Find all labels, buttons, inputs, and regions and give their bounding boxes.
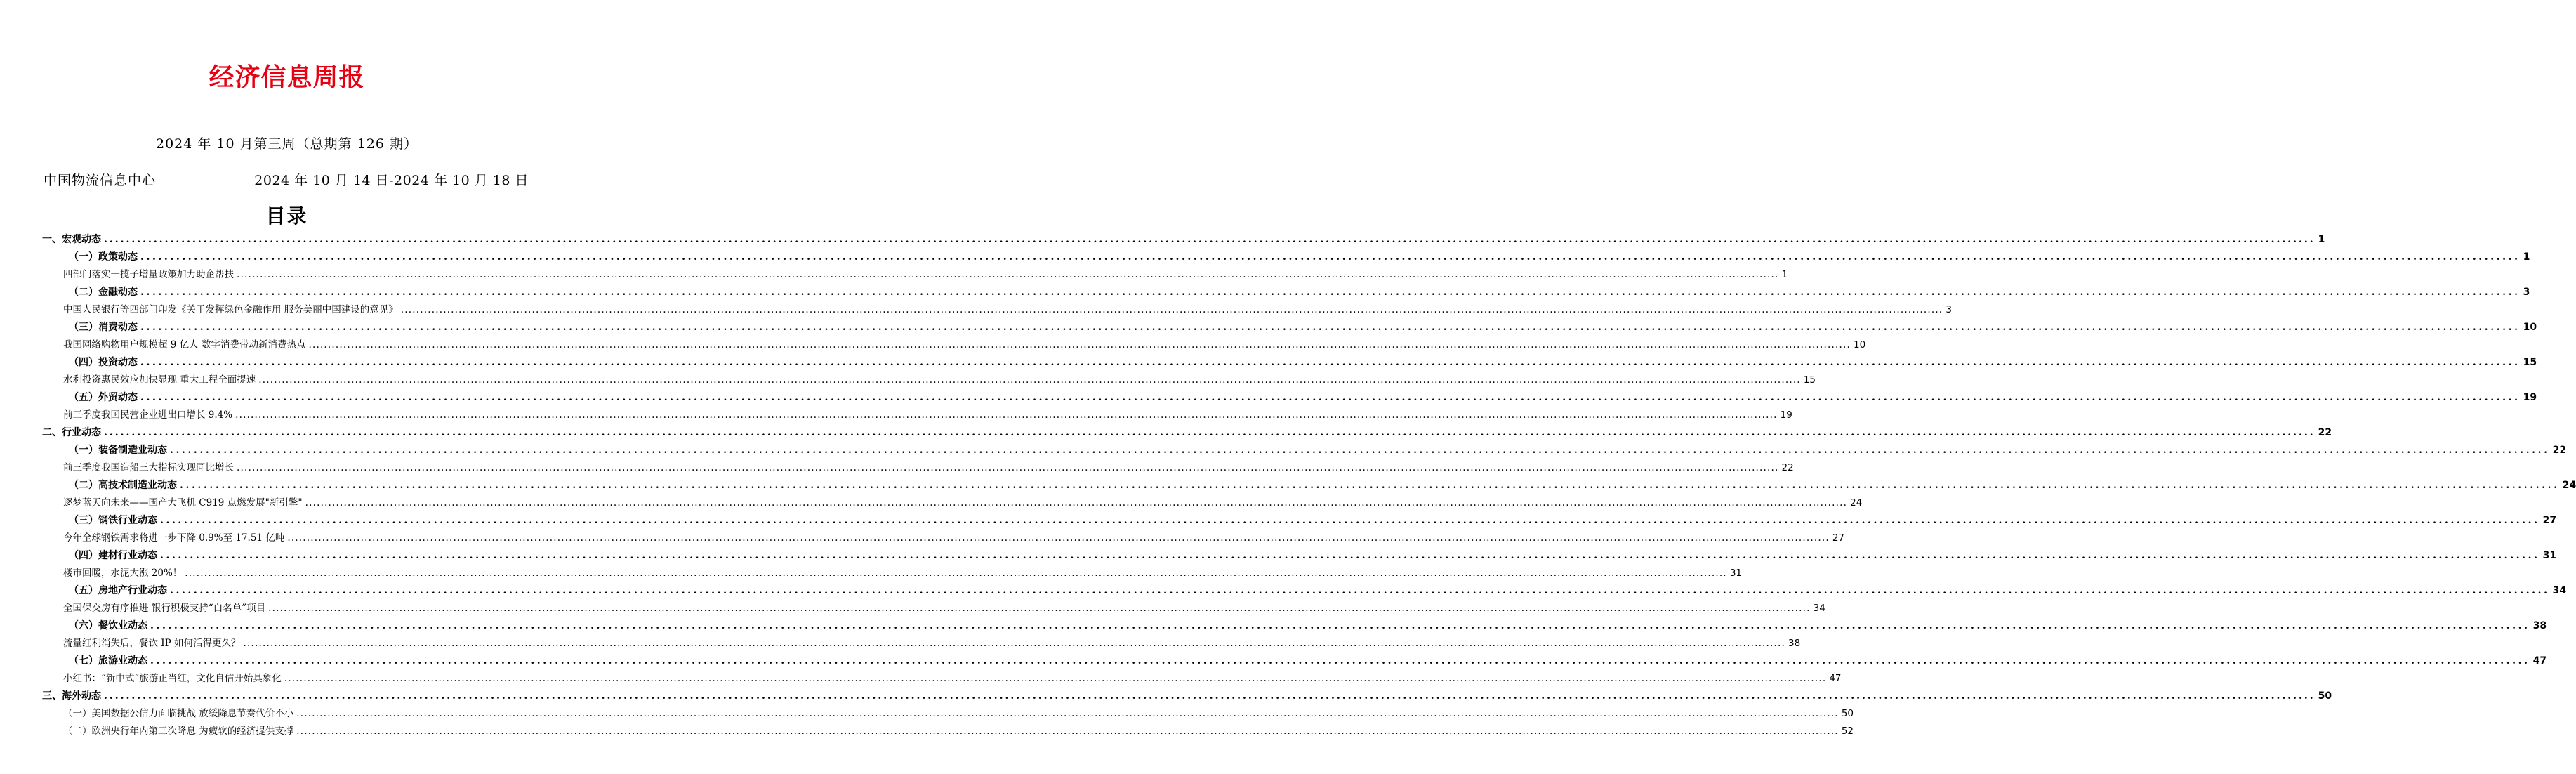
toc-entry[interactable] <box>63 670 1842 687</box>
toc-page-number: 22 <box>2552 445 2567 456</box>
toc-page-number: 38 <box>2532 620 2547 631</box>
toc-entry[interactable] <box>69 477 2576 494</box>
toc-entry-title: （三）消费动态 <box>69 322 138 333</box>
toc-dot-leader: ................................................................................................................................................................................................................................................................................................................................................................................................................ <box>258 374 1801 386</box>
toc-dot-leader: ................................................................................................................................................................................................................................................................................................................................................................................................................ <box>284 673 1827 684</box>
toc-page-number: 19 <box>1780 409 1792 421</box>
toc-entry[interactable] <box>69 512 2557 529</box>
toc-entry-title: 逐梦蓝天向未来——国产大飞机 C919 点燃发展"新引擎" <box>63 497 303 509</box>
toc-dot-leader: ................................................................................................................................................................................................................................................................................................................................................................................................................ <box>160 550 2540 561</box>
toc-page-number: 47 <box>1829 673 1842 684</box>
toc-dot-leader: ................................................................................................................................................................................................................................................................................................................................................................................................................ <box>140 322 2521 333</box>
toc-title: 目录 <box>265 204 308 228</box>
toc-dot-leader: ................................................................................................................................................................................................................................................................................................................................................................................................................ <box>104 234 2316 245</box>
toc-page-number: 31 <box>2542 550 2557 561</box>
toc-entry[interactable] <box>63 336 1866 353</box>
toc-page-number: 34 <box>2552 585 2567 596</box>
toc-entry-title: （二）高技术制造业动态 <box>69 480 177 491</box>
toc-entry[interactable] <box>63 459 1794 476</box>
toc-page-number: 50 <box>2318 690 2332 702</box>
toc-dot-leader: ................................................................................................................................................................................................................................................................................................................................................................................................................ <box>237 269 1779 280</box>
toc-dot-leader: ................................................................................................................................................................................................................................................................................................................................................................................................................ <box>243 638 1786 649</box>
toc-page-number: 31 <box>1729 568 1742 579</box>
toc-entry-title: 中国人民银行等四部门印发《关于发挥绿色金融作用 服务美丽中国建设的意见》 <box>63 304 398 315</box>
toc-entry-title: 一、宏观动态 <box>42 234 101 245</box>
toc-dot-leader: ................................................................................................................................................................................................................................................................................................................................................................................................................ <box>180 480 2560 491</box>
toc-page-number: 24 <box>1850 497 1863 509</box>
toc-entry[interactable] <box>63 530 1845 546</box>
toc-entry[interactable] <box>69 319 2537 336</box>
toc-page-number: 27 <box>1832 532 1845 544</box>
toc-entry[interactable] <box>63 266 1788 283</box>
toc-page-number: 50 <box>1841 708 1854 719</box>
issue-line: 2024 年 10 月第三周（总期第 126 期） <box>156 136 418 152</box>
toc-entry[interactable] <box>63 301 1952 318</box>
toc-entry-title: 楼市回暖，水泥大涨 20%！ <box>63 568 183 579</box>
toc-entry-title: 我国网络购物用户规模超 9 亿人 数字消费带动新消费热点 <box>63 339 306 350</box>
toc-dot-leader: ................................................................................................................................................................................................................................................................................................................................................................................................................ <box>268 603 1811 614</box>
toc-dot-leader: ................................................................................................................................................................................................................................................................................................................................................................................................................ <box>185 568 1727 579</box>
toc-page-number: 10 <box>1853 339 1866 350</box>
toc-page-number: 34 <box>1813 603 1825 614</box>
toc-page-number: 47 <box>2532 655 2547 667</box>
toc-page-number: 24 <box>2562 480 2576 491</box>
toc-entry[interactable] <box>63 494 1863 511</box>
date-range: 2024 年 10 月 14 日-2024 年 10 月 18 日 <box>254 173 529 188</box>
toc-page-number: 1 <box>2523 251 2530 263</box>
toc-entry[interactable] <box>69 617 2547 634</box>
toc-dot-leader: ................................................................................................................................................................................................................................................................................................................................................................................................................ <box>140 357 2521 368</box>
toc-entry[interactable] <box>42 688 2332 704</box>
toc-entry[interactable] <box>63 600 1825 617</box>
toc-entry-title: （三）钢铁行业动态 <box>69 515 157 526</box>
toc-dot-leader: ................................................................................................................................................................................................................................................................................................................................................................................................................ <box>140 251 2521 263</box>
toc-entry-title: （五）外贸动态 <box>69 392 138 403</box>
toc-entry-title: 前三季度我国造船三大指标实现同比增长 <box>63 462 234 473</box>
toc-page-number: 52 <box>1841 726 1854 737</box>
toc-dot-leader: ................................................................................................................................................................................................................................................................................................................................................................................................................ <box>170 585 2550 596</box>
toc-entry[interactable] <box>63 635 1801 652</box>
toc-page-number: 27 <box>2542 515 2557 526</box>
toc-dot-leader: ................................................................................................................................................................................................................................................................................................................................................................................................................ <box>104 690 2316 702</box>
toc-entry-title: （二）欧洲央行年内第三次降息 为疲软的经济提供支撑 <box>63 726 294 737</box>
toc-entry-title: 全国保交房有序推进 银行积极支持“白名单”项目 <box>63 603 266 614</box>
toc-entry-title: 小红书：“新中式”旅游正当红，文化自信开始具象化 <box>63 673 282 684</box>
toc-entry[interactable] <box>42 231 2325 248</box>
toc-dot-leader: ................................................................................................................................................................................................................................................................................................................................................................................................................ <box>150 620 2530 631</box>
toc-dot-leader: ................................................................................................................................................................................................................................................................................................................................................................................................................ <box>104 427 2316 438</box>
toc-page-number: 19 <box>2523 392 2537 403</box>
toc-entry[interactable] <box>69 249 2530 265</box>
toc-dot-leader: ................................................................................................................................................................................................................................................................................................................................................................................................................ <box>296 726 1839 737</box>
toc-entry[interactable] <box>69 354 2537 371</box>
toc-dot-leader: ................................................................................................................................................................................................................................................................................................................................................................................................................ <box>237 462 1779 473</box>
toc-page-number: 22 <box>2318 427 2332 438</box>
toc-entry-title: 水利投资惠民效应加快显现 重大工程全面提速 <box>63 374 256 386</box>
toc-entry-title: （五）房地产行业动态 <box>69 585 167 596</box>
toc-entry-title: （一）政策动态 <box>69 251 138 263</box>
toc-page-number: 1 <box>2318 234 2325 245</box>
toc-entry-title: （一）装备制造业动态 <box>69 445 167 456</box>
toc-dot-leader: ................................................................................................................................................................................................................................................................................................................................................................................................................ <box>287 532 1830 544</box>
toc-dot-leader: ................................................................................................................................................................................................................................................................................................................................................................................................................ <box>400 304 1943 315</box>
toc-entry-title: 三、海外动态 <box>42 690 101 702</box>
toc-page-number: 3 <box>2523 287 2530 298</box>
toc-dot-leader: ................................................................................................................................................................................................................................................................................................................................................................................................................ <box>150 655 2530 667</box>
toc-entry[interactable] <box>63 372 1816 388</box>
toc-dot-leader: ................................................................................................................................................................................................................................................................................................................................................................................................................ <box>235 409 1778 421</box>
toc-entry-title: （四）建材行业动态 <box>69 550 157 561</box>
toc-entry[interactable] <box>69 547 2557 564</box>
toc-dot-leader: ................................................................................................................................................................................................................................................................................................................................................................................................................ <box>140 287 2521 298</box>
toc-page-number: 3 <box>1946 304 1952 315</box>
toc-entry-title: （四）投资动态 <box>69 357 138 368</box>
toc-dot-leader: ................................................................................................................................................................................................................................................................................................................................................................................................................ <box>305 497 1848 509</box>
toc-page-number: 22 <box>1781 462 1794 473</box>
toc-entry-title: （七）旅游业动态 <box>69 655 147 667</box>
toc-entry-title: 今年全球钢铁需求将进一步下降 0.9%至 17.51 亿吨 <box>63 532 285 544</box>
toc-dot-leader: ................................................................................................................................................................................................................................................................................................................................................................................................................ <box>170 445 2550 456</box>
toc-entry[interactable] <box>69 389 2537 406</box>
toc-dot-leader: ................................................................................................................................................................................................................................................................................................................................................................................................................ <box>296 708 1839 719</box>
toc-entry-title: （二）金融动态 <box>69 287 138 298</box>
toc-entry-title: 前三季度我国民营企业进出口增长 9.4% <box>63 409 233 421</box>
toc-page-number: 15 <box>2523 357 2537 368</box>
toc-entry-title: 二、行业动态 <box>42 427 101 438</box>
toc-entry[interactable] <box>69 284 2530 301</box>
toc-dot-leader: ................................................................................................................................................................................................................................................................................................................................................................................................................ <box>160 515 2540 526</box>
report-title: 经济信息周报 <box>209 63 365 92</box>
toc-entry[interactable] <box>69 582 2567 599</box>
toc-entry[interactable] <box>63 565 1742 582</box>
toc-entry-title: 四部门落实一揽子增量政策加力助企帮扶 <box>63 269 234 280</box>
toc-entry[interactable] <box>63 407 1792 424</box>
toc-entry-title: （一）美国数据公信力面临挑战 放缓降息节奏代价不小 <box>63 708 294 719</box>
toc-page-number: 38 <box>1788 638 1801 649</box>
toc-page-number: 1 <box>1781 269 1788 280</box>
toc-entry[interactable] <box>69 442 2567 459</box>
toc-entry[interactable] <box>42 424 2332 441</box>
toc-entry-title: （六）餐饮业动态 <box>69 620 147 631</box>
toc-entry[interactable] <box>69 652 2547 669</box>
toc-entry[interactable] <box>63 723 1854 740</box>
organization-name: 中国物流信息中心 <box>44 173 157 188</box>
toc-dot-leader: ................................................................................................................................................................................................................................................................................................................................................................................................................ <box>140 392 2521 403</box>
toc-page-number: 15 <box>1803 374 1816 386</box>
toc-dot-leader: ................................................................................................................................................................................................................................................................................................................................................................................................................ <box>308 339 1851 350</box>
toc-entry[interactable] <box>63 705 1854 722</box>
toc-page-number: 10 <box>2523 322 2537 333</box>
toc-entry-title: 流量红利消失后，餐饮 IP 如何活得更久？ <box>63 638 241 649</box>
